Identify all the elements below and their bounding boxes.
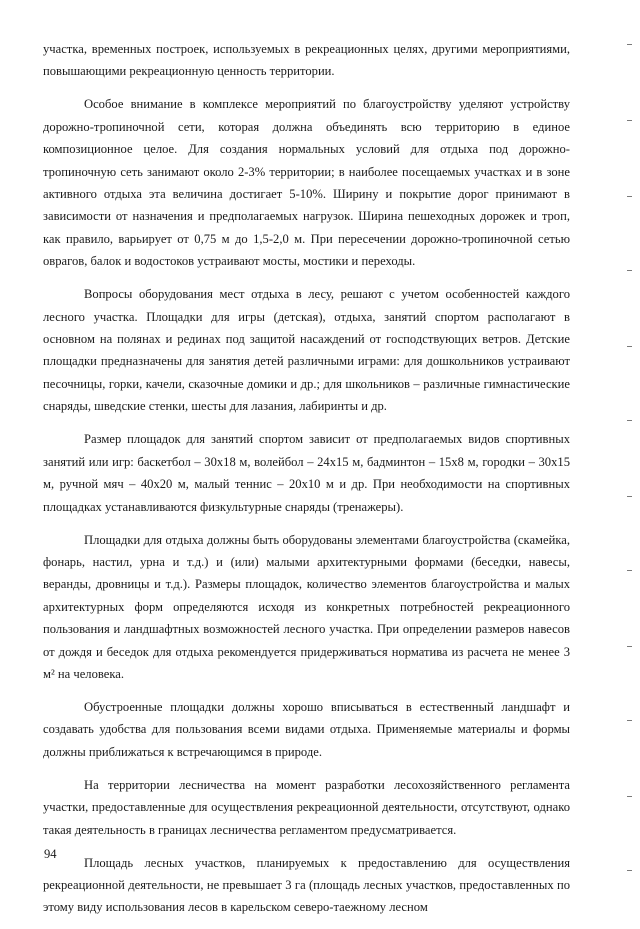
paragraph: Размер площадок для занятий спортом зависит от предполагаемых видов спортивных занятий или игр: баскетбол – 30х18 м, волейбол – 24х15 м, бадминтон – 15х8 м, городки – 30х15 м, ручной мяч – 40х20 м, малый теннис – 20х10 м и др. При необходимости на спортивных площадках устанавливаются физкультурные снаряды (тренажеры). [43,432,570,514]
scan-mark [627,570,632,571]
paragraph: Площадь лесных участков, планируемых к предоставлению для осуществления рекреационной деятельности, не превышает 3 га (площадь лесных участков, предоставленных по этому виду использования лесов в карельском северо-таежному лесном [43,855,570,915]
paragraph: Вопросы оборудования мест отдыха в лесу, решают с учетом особенностей каждого лесного участка. Площадки для игры (детская), отдыха, занятий спортом располагают в основном на полянах и рединах под защитой насаждений от господствующих ветров. Детские площадки предназначены для занятия детей различными играми: для дошкольников устраивают песочницы, горки, качели, сказочные домики и др.; для школьников – различные гимнастические снаряды, шведские стенки, шесты для лазания, лабиринты и др. [43,287,570,414]
scan-mark [627,870,632,871]
paragraph: Особое внимание в комплексе мероприятий по благоустройству уделяют устройству дорожно-тропиночной сети, которая должна объединять всю территорию в единое композиционное целое. Для создания нормальных условий для отдыха под дорожно-тропиночную сеть занимают около 2-3% территории; в наиболее посещаемых участках и в зоне активного отдыха эта величина достигает 5-10%. Ширину и покрытие дорог принимают в зависимости от назначения и предполагаемых нагрузок. Ширина пешеходных дорожек и троп, как правило, варьирует от 0,75 м до 1,5-2,0 м. При пересечении дорожно-тропиночной сетью оврагов, балок и водостоков устраивают мосты, мостики и переходы. [43,97,570,269]
document-page [43,38,570,929]
scan-mark [627,720,632,721]
scan-mark [627,346,632,347]
scan-mark [627,44,632,45]
scan-mark [627,496,632,497]
scan-mark [627,796,632,797]
paragraph: участка, временных построек, используемых в рекреационных целях, другими мероприятиями, повышающими рекреационную ценность территории. [43,42,570,79]
page-number: 94 [44,847,57,861]
paragraph: Обустроенные площадки должны хорошо вписываться в естественный ландшафт и создавать удобства для пользования всеми видами отдыха. Применяемые материалы и формы должны приближаться к встречающимся в природе. [43,699,570,759]
scan-mark [627,420,632,421]
scan-mark [627,120,632,121]
scan-edge-marks [620,0,640,905]
scan-mark [627,196,632,197]
scan-mark [627,646,632,647]
scan-mark [627,270,632,271]
paragraph: На территории лесничества на момент разработки лесохозяйственного регламента участки, предоставленные для осуществления рекреационной деятельности, отсутствуют, однако такая деятельность в границах лесничества регламентом предусматривается. [43,777,570,837]
paragraph: Площадки для отдыха должны быть оборудованы элементами благоустройства (скамейка, фонарь, настил, урна и т.д.) и (или) малыми архитектурными формами (беседки, навесы, веранды, дровницы и т.д.). Размеры площадок, количество элементов благоустройства и малых архитектурных форм определяются исходя из конкретных потребностей рекреационного пользования и ландшафтных возможностей лесного участка. При определении размеров навесов от дождя и беседок для отдыха рекомендуется придерживаться норматива из расчета не менее 3 м² на человека. [43,532,570,681]
